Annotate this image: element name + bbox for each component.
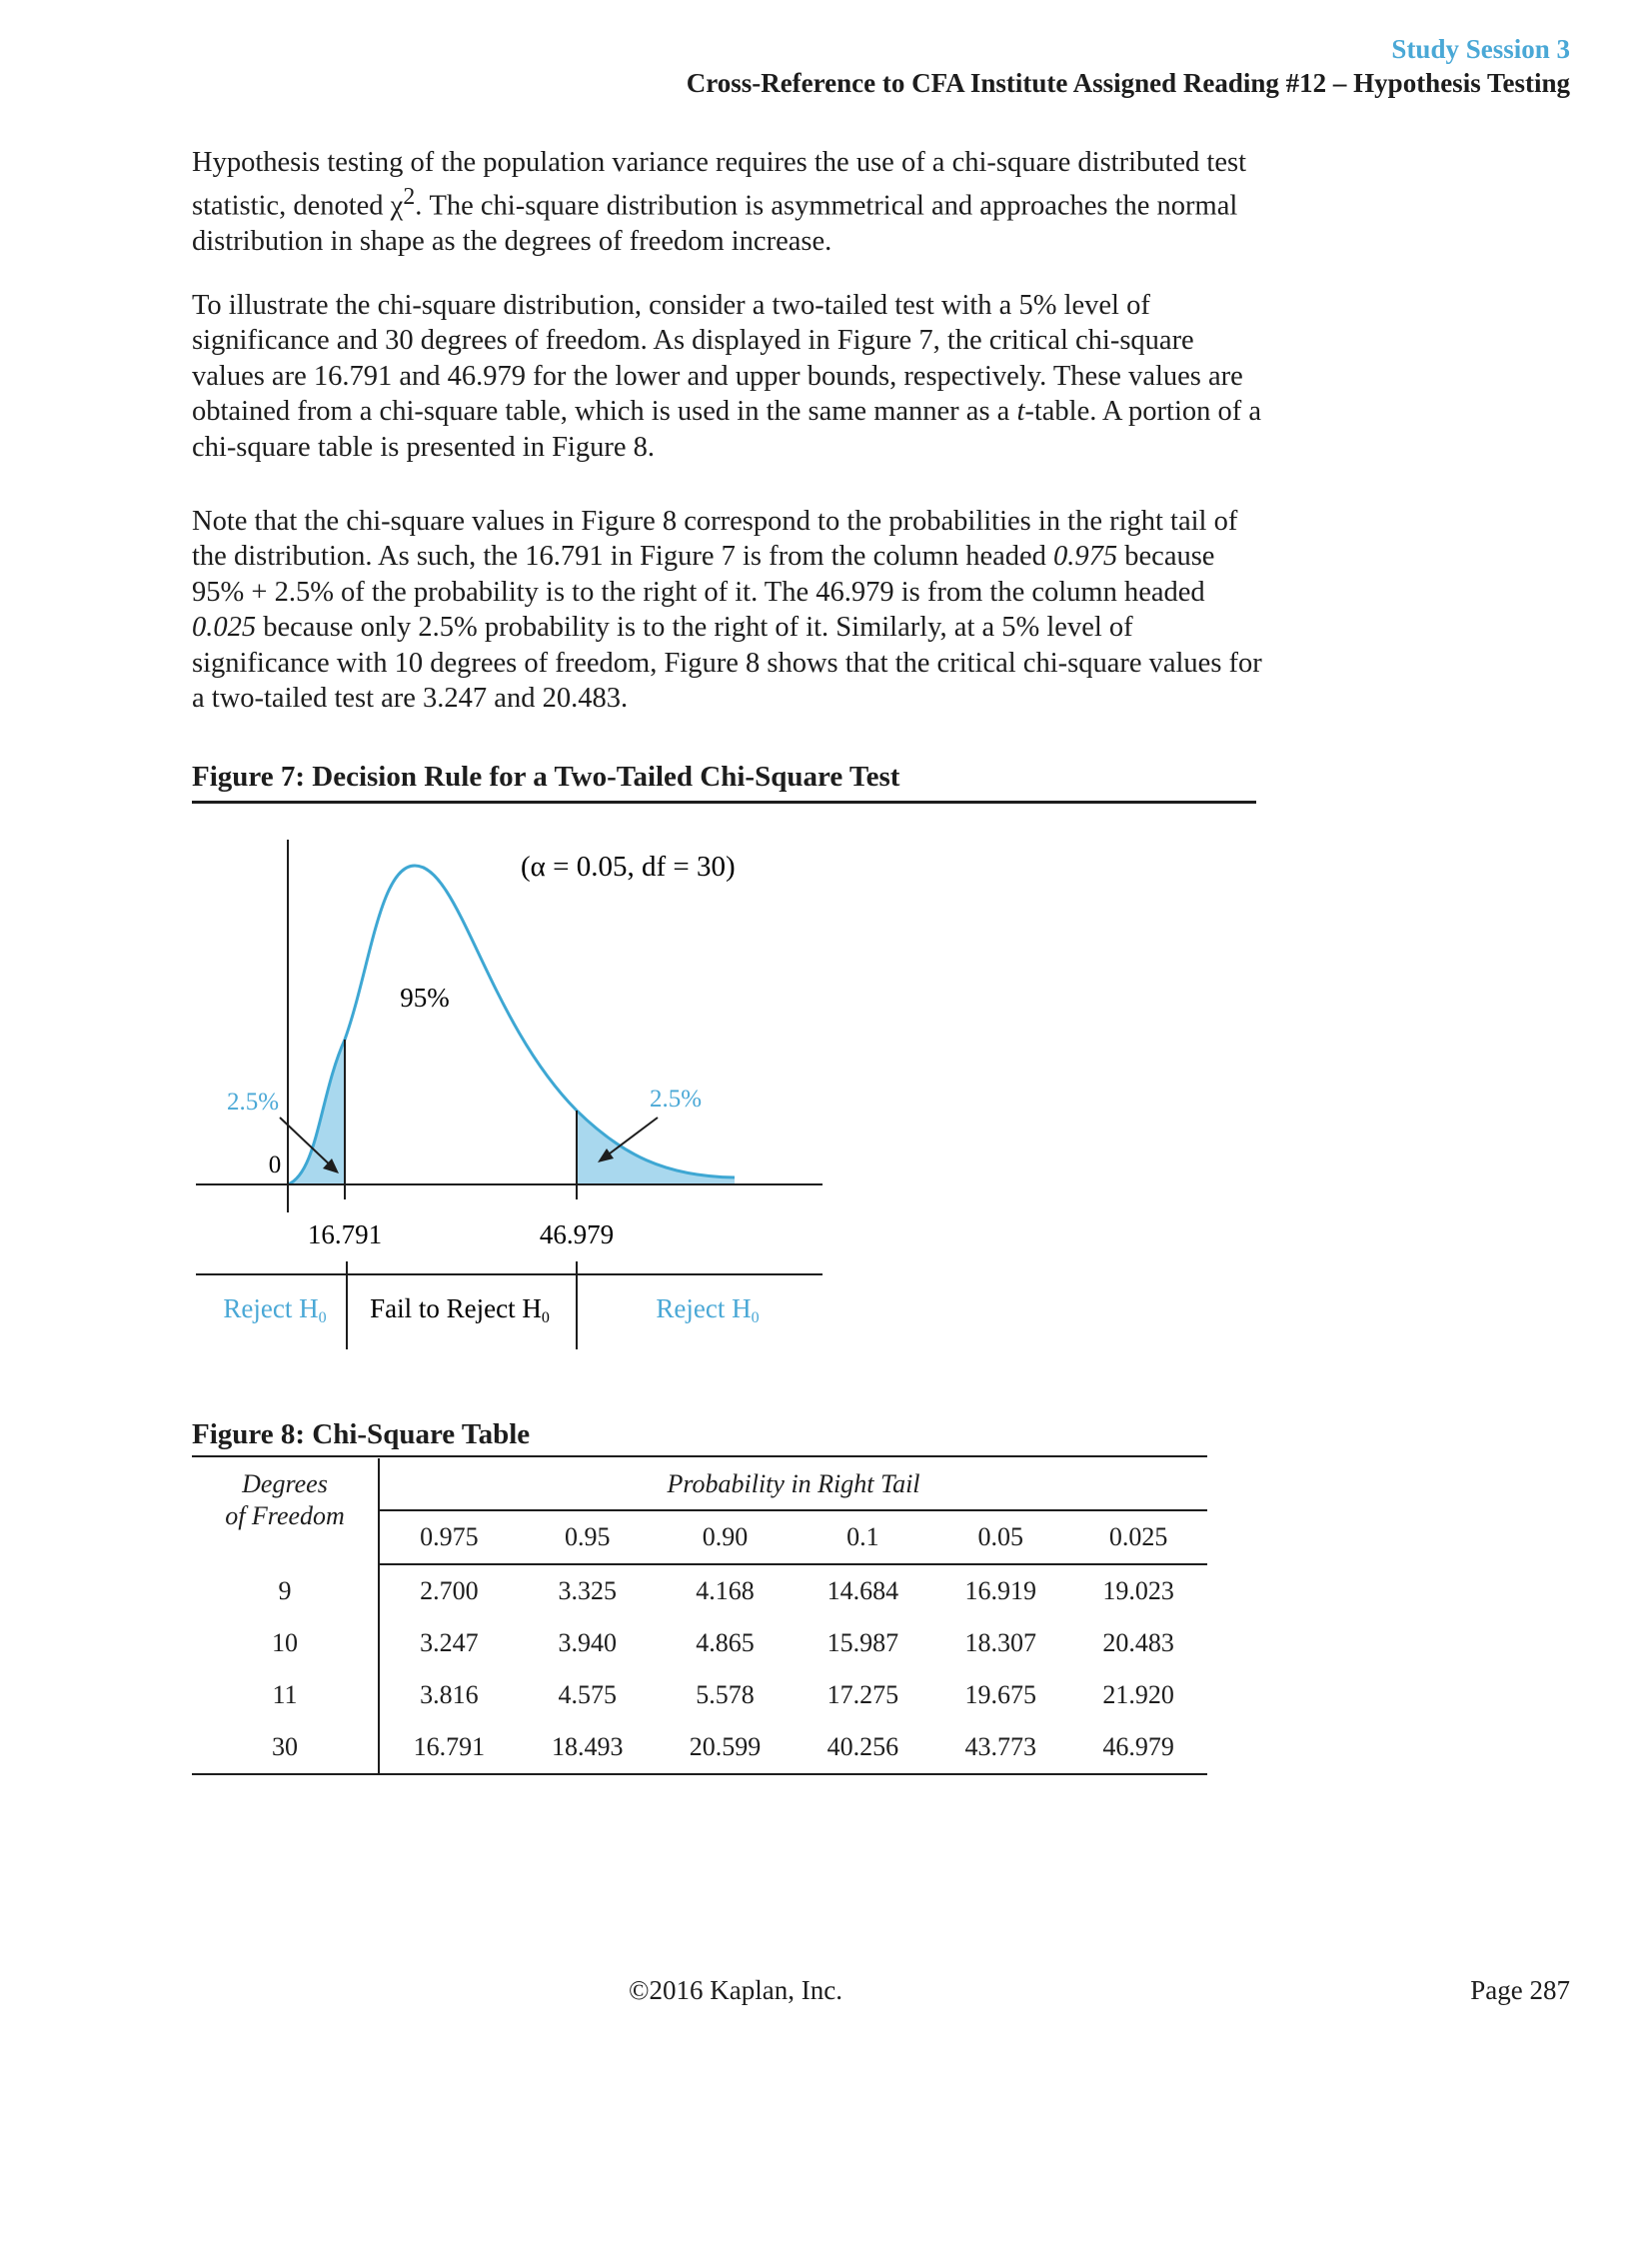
table-row <box>192 1617 1207 1669</box>
table-cell: 4.168 <box>696 1576 755 1605</box>
fail-to-reject-label <box>370 1293 550 1326</box>
df-cell: 11 <box>192 1669 379 1721</box>
table-cell: 5.578 <box>696 1680 755 1709</box>
table-cell-highlight-upper: 46.979 <box>1069 1721 1207 1774</box>
df-header-line1: Degrees <box>242 1469 328 1498</box>
table-cell: 43.773 <box>931 1721 1069 1774</box>
critical-value-upper: 46.979 <box>539 1219 615 1249</box>
origin-label: 0 <box>268 1151 282 1178</box>
df-header-line2: of Freedom <box>225 1501 345 1530</box>
chart-annotation: (α = 0.05, df = 30) <box>521 851 736 883</box>
df-column-header <box>192 1458 379 1564</box>
table-cell-highlight-lower: 16.791 <box>379 1721 519 1774</box>
col-header: 0.1 <box>794 1510 931 1564</box>
table-row <box>192 1721 1207 1774</box>
left-tail-label: 2.5% <box>226 1089 280 1116</box>
figure7-title: Figure 7: Decision Rule for a Two-Tailed Chi-Square Test <box>192 761 900 793</box>
table-cell: 21.920 <box>1102 1680 1174 1709</box>
reject-left-text: Reject H <box>223 1293 319 1323</box>
p3-text-a: Note that the chi-square values in Figure 8 correspond to the probabilities in the right tail of the distribution. As such, the 16.791 in Figure 7 is from the column headed <box>192 506 1238 573</box>
p1-text-b: . The chi-square distribution is asymmetrical and approaches the normal distribution in shape as the degrees of freedom increase. <box>192 190 1238 258</box>
page-bottom-margin <box>0 2139 1652 2267</box>
table-cell: 3.325 <box>558 1576 617 1605</box>
figure8-title-rule <box>192 1455 1207 1457</box>
table-cell: 17.275 <box>826 1680 899 1709</box>
reject-left-label <box>223 1293 326 1326</box>
table-cell: 15.987 <box>826 1628 899 1657</box>
header-study-session: Study Session 3 <box>1391 34 1570 64</box>
col-header: 0.90 <box>657 1510 795 1564</box>
p1-text-a: Hypothesis testing of the population variance requires the use of a chi-square distributed test statistic, denoted χ <box>192 147 1247 222</box>
p2-text-b: -table. A portion of a chi-square table is presented in Figure 8. <box>192 396 1262 463</box>
table-cell: 19.675 <box>964 1680 1036 1709</box>
right-tail-label: 2.5% <box>649 1086 703 1113</box>
table-cell: 40.256 <box>794 1721 931 1774</box>
chi-square-curve <box>288 866 735 1184</box>
table-cell: 18.307 <box>964 1628 1036 1657</box>
df-cell: 30 <box>192 1721 379 1774</box>
p2-text-a: To illustrate the chi-square distribution, consider a two-tailed test with a 5% level of significance and 30 degrees of freedom. As displayed in Figure 7, the critical chi-square values are 16.791 and 46.979 for the lower and upper bounds, respectively. These values are obtained from a chi-square table, which is used in the same manner as a <box>192 290 1243 428</box>
col-header: 0.975 <box>379 1510 519 1564</box>
table-cell: 4.865 <box>696 1628 755 1657</box>
right-tail-shade <box>577 1111 735 1184</box>
fail-to-reject-subscript: 0 <box>541 1309 550 1326</box>
reject-right-text: Reject H <box>656 1293 752 1323</box>
df-cell: 10 <box>192 1617 379 1669</box>
p3-text-c: because only 2.5% probability is to the right of it. Similarly, at a 5% level of significance with 10 degrees of freedom, Figure 8 shows that the critical chi-square values for a two-tailed test are 3.247 and 20.483. <box>192 612 1262 715</box>
table-cell: 3.247 <box>420 1628 479 1657</box>
reject-right-label <box>656 1293 759 1326</box>
reject-right-subscript: 0 <box>751 1309 760 1326</box>
critical-value-lower: 16.791 <box>307 1219 383 1249</box>
table-cell: 3.940 <box>558 1628 617 1657</box>
table-row <box>192 1564 1207 1617</box>
table-cell: 3.816 <box>420 1680 479 1709</box>
table-cell: 14.684 <box>826 1576 899 1605</box>
chi-square-table <box>192 1458 1207 1775</box>
fail-to-reject-text: Fail to Reject H <box>370 1293 542 1323</box>
table-cell: 19.023 <box>1102 1576 1174 1605</box>
p3-italic-0975: 0.975 <box>1053 541 1118 573</box>
probability-header: Probability in Right Tail <box>379 1458 1207 1510</box>
df-cell: 9 <box>192 1564 379 1617</box>
p1-superscript: 2 <box>403 184 416 211</box>
table-header-row <box>192 1458 1207 1510</box>
header-cross-reference: Cross-Reference to CFA Institute Assigned Reading #12 – Hypothesis Testing <box>686 68 1570 98</box>
col-header: 0.05 <box>931 1510 1069 1564</box>
p3-italic-0025: 0.025 <box>192 612 257 644</box>
col-header: 0.025 <box>1069 1510 1207 1564</box>
table-cell: 20.483 <box>1102 1628 1174 1657</box>
col-header: 0.95 <box>519 1510 657 1564</box>
p3-text-b: because 95% + 2.5% of the probability is to the right of it. The 46.979 is from the column headed <box>192 541 1215 608</box>
footer-copyright: ©2016 Kaplan, Inc. <box>629 1975 842 2005</box>
table-cell: 4.575 <box>558 1680 617 1709</box>
footer-page-number: Page 287 <box>1470 1975 1570 2005</box>
table-cell: 16.919 <box>964 1576 1036 1605</box>
figure8-title: Figure 8: Chi-Square Table <box>192 1418 531 1450</box>
table-cell: 18.493 <box>519 1721 657 1774</box>
table-cell: 20.599 <box>657 1721 795 1774</box>
middle-region-label: 95% <box>400 983 450 1013</box>
table-row <box>192 1669 1207 1721</box>
p2-italic-t: t <box>1016 396 1025 428</box>
reject-left-subscript: 0 <box>318 1309 327 1326</box>
table-cell: 2.700 <box>420 1576 479 1605</box>
